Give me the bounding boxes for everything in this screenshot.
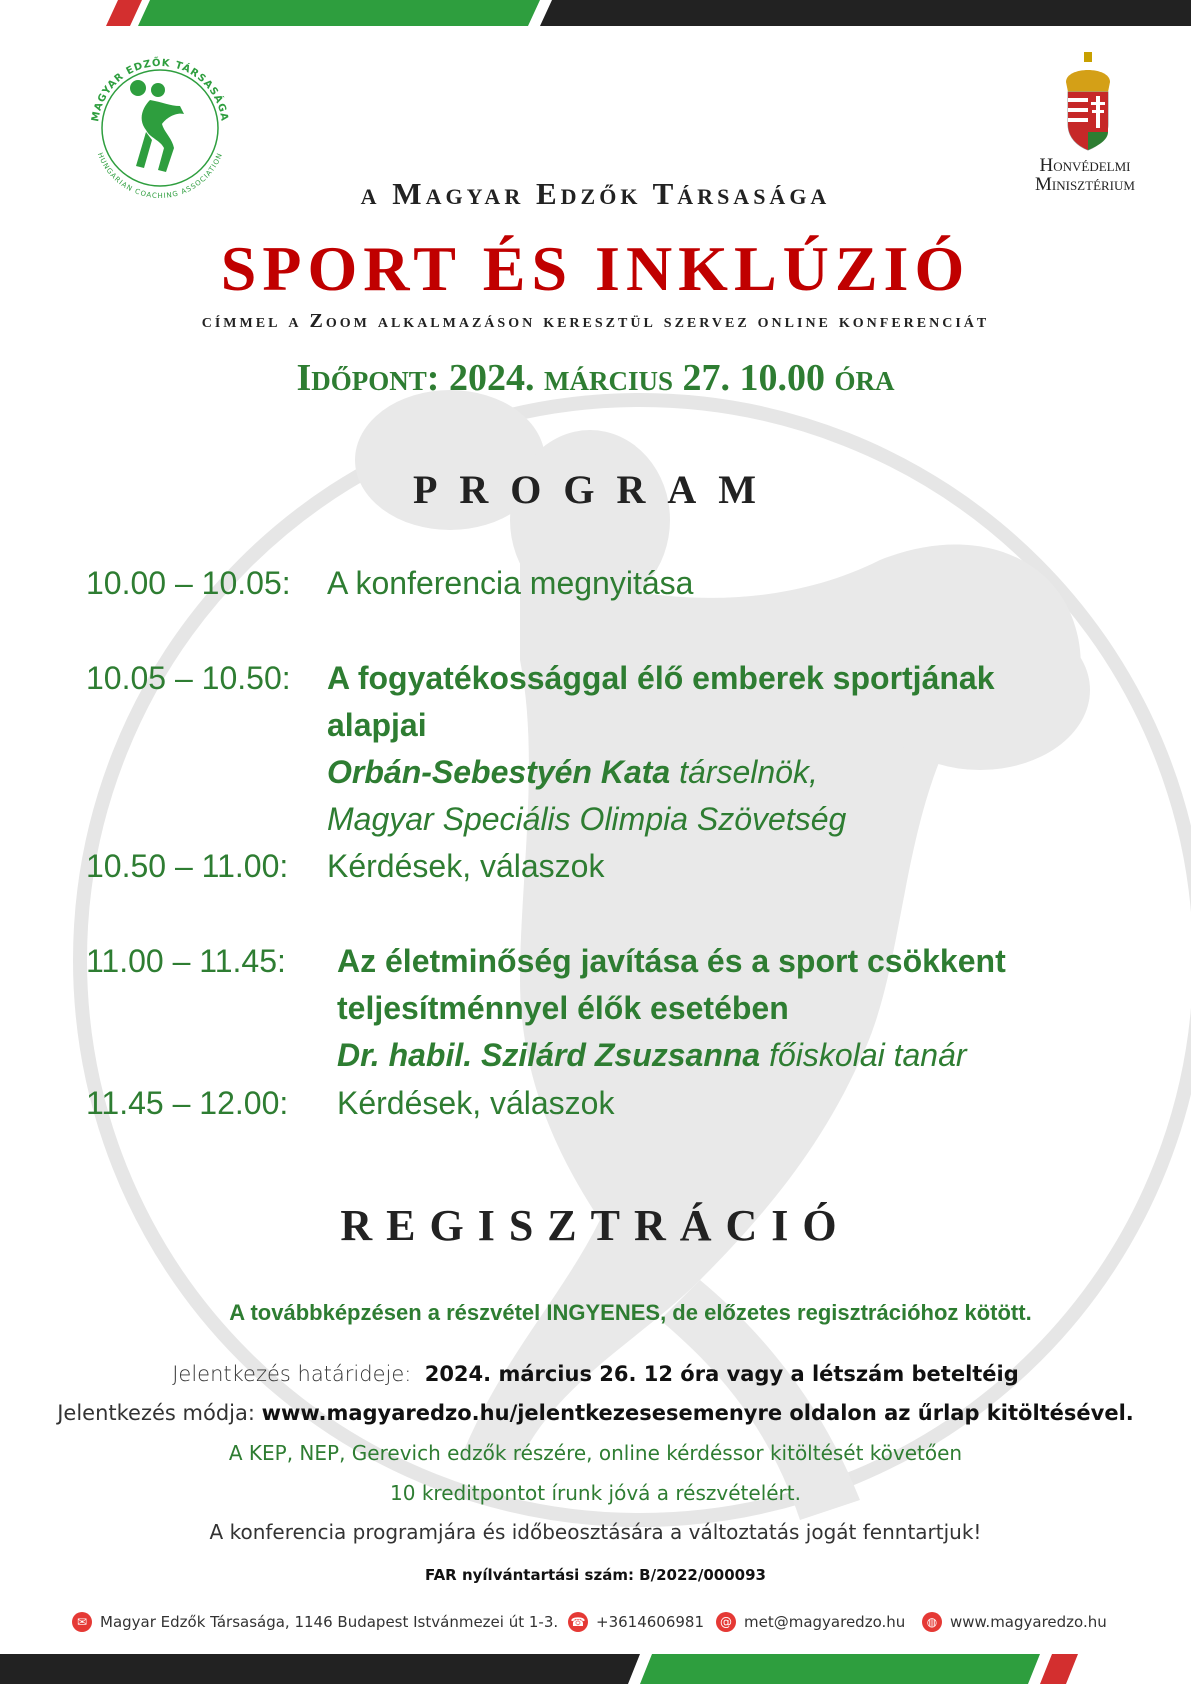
at-icon: @	[716, 1612, 736, 1632]
speaker-org-2: Magyar Speciális Olimpia Szövetség	[327, 801, 847, 837]
ministry-logo	[1010, 52, 1160, 194]
top-stripe	[0, 0, 1191, 26]
event-subtitle: címmel a Zoom alkalmazáson keresztül szervez online konferenciát	[201, 310, 990, 332]
ministry-name-line2: Minisztérium	[1035, 174, 1135, 195]
program-title-2b: alapjai	[327, 707, 427, 743]
footer-website[interactable]	[922, 1612, 1107, 1632]
program-title-4a: Az életminőség javítása és a sport csökkent	[337, 943, 1006, 979]
phone-icon: ☎	[568, 1612, 588, 1632]
speaker-role-2: társelnök,	[670, 754, 818, 790]
deadline-value: 2024. március 26. 12 óra vagy a létszám beteltéig	[424, 1362, 1019, 1386]
method-label: Jelentkezés módja:	[57, 1401, 255, 1425]
email-text: met@magyaredzo.hu	[744, 1613, 906, 1631]
registration-heading: REGISZTRÁCIÓ	[340, 1201, 851, 1250]
program-heading: PROGRAM	[412, 467, 779, 512]
program-time-3: 10.50 – 11.00:	[86, 848, 289, 884]
program-time-1: 10.00 – 10.05:	[86, 565, 291, 601]
deadline-label: Jelentkezés határideje:	[172, 1362, 412, 1386]
program-time-5: 11.45 – 12.00:	[86, 1085, 289, 1121]
logo-text-bottom: HUNGARIAN COACHING ASSOCIATION	[95, 151, 225, 201]
address-text: Magyar Edzők Társasága, 1146 Budapest Istvánmezei út 1-3.	[100, 1613, 559, 1631]
rights-reserved-note: A konferencia programjára és időbeosztására a változtatás jogát fenntartjuk!	[209, 1520, 982, 1544]
registration-link[interactable]: www.magyaredzo.hu/jelentkezesesemenyre oldalon az űrlap kitöltésével.	[261, 1401, 1134, 1425]
ministry-name-line1: Honvédelmi	[1039, 155, 1131, 176]
free-participation-note: A továbbképzésen a részvétel INGYENES, de előzetes regisztrációhoz kötött.	[229, 1300, 1032, 1325]
footer-phone[interactable]	[568, 1612, 704, 1632]
program-time-2: 10.05 – 10.50:	[86, 660, 291, 696]
speaker-name-4: Dr. habil. Szilárd Zsuzsanna	[337, 1037, 761, 1073]
hungarian-coat-of-arms-icon	[1058, 52, 1118, 152]
credit-note-line1: A KEP, NEP, Gerevich edzők részére, online kérdéssor kitöltését követően	[228, 1441, 963, 1465]
program-title-4b: teljesítménnyel élők esetében	[337, 990, 789, 1026]
globe-icon: ◍	[922, 1612, 942, 1632]
event-date: Időpont: 2024. március 27. 10.00 óra	[296, 357, 895, 399]
organizer-line: a Magyar Edzők Társasága	[360, 176, 831, 211]
website-text: www.magyaredzo.hu	[950, 1613, 1107, 1631]
logo-text-top: MAGYAR EDZŐK TÁRSASÁGA	[90, 57, 230, 123]
far-number: FAR nyílvántartási szám: B/2022/000093	[425, 1566, 766, 1584]
program-text-5: Kérdések, válaszok	[337, 1085, 615, 1121]
program-text-1: A konferencia megnyitása	[327, 565, 694, 601]
footer-email[interactable]	[716, 1612, 905, 1632]
footer-address	[72, 1612, 558, 1632]
event-title: SPORT ÉS INKLÚZIÓ	[220, 233, 971, 304]
phone-text: +3614606981	[596, 1613, 705, 1631]
mail-icon: ✉	[72, 1612, 92, 1632]
bottom-stripe	[0, 1654, 1191, 1684]
speaker-role-4: főiskolai tanár	[760, 1037, 967, 1073]
program-title-2a: A fogyatékossággal élő emberek sportjának	[327, 660, 995, 696]
program-text-3: Kérdések, válaszok	[327, 848, 605, 884]
credit-note-line2: 10 kreditpontot írunk jóvá a részvételért.	[390, 1481, 801, 1505]
speaker-name-2: Orbán-Sebestyén Kata	[327, 754, 671, 790]
program-time-4: 11.00 – 11.45:	[86, 943, 286, 979]
